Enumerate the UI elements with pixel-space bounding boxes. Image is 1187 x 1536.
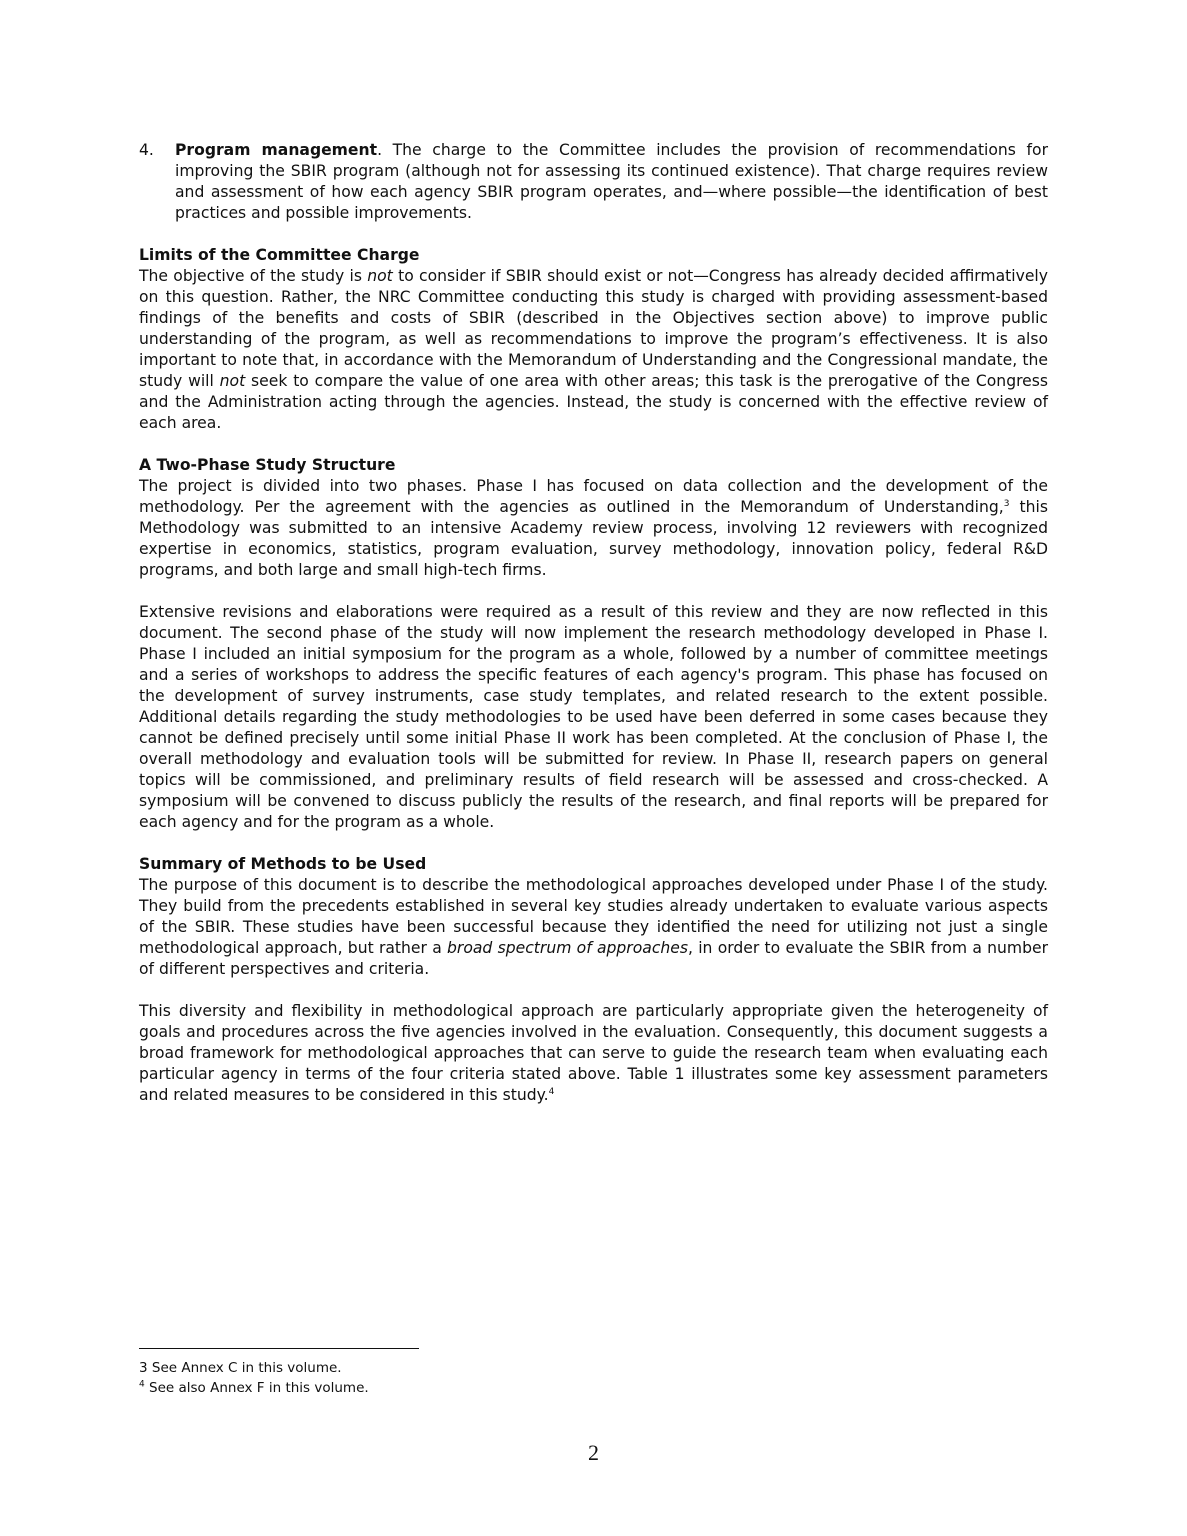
footnote-3: 3 See Annex C in this volume. (139, 1360, 342, 1376)
document-body (139, 140, 1048, 1127)
list-item-program-management (139, 140, 1048, 224)
footnote-ref-3[interactable]: 3 (1003, 498, 1010, 509)
heading-limits: Limits of the Committee Charge (139, 246, 420, 264)
section-limits (139, 245, 1048, 434)
section-two-phase-cont (139, 602, 1048, 833)
list-item-title: Program management (175, 141, 378, 159)
text-run: to consider if SBIR should exist or not—Congress has already decided affirmatively on this question. Rather, the NRC Committee conducting this study is charged with providing assessment-based findings of the benefits and costs of SBIR (described in the Objectives section above) to improve public understanding of the program, as well as recommendations to improve the program’s effectiveness. It is also important to note that, in accordance with the Memorandum of Understanding and the Congressional mandate, the study will (139, 267, 1048, 390)
footnote-ref-4[interactable]: 4 (548, 1086, 555, 1097)
paragraph-limits (139, 266, 1048, 434)
text-run: The objective of the study is (139, 267, 368, 285)
text-run: The purpose of this document is to describe the methodological approaches developed under Phase I of the study. They build from the precedents established in several key studies already undertaken to evaluate various aspects of the SBIR. These studies have been successful because they identified the need for utilizing not just a single methodological approach, but rather a (139, 876, 1048, 957)
emphasis-broad-spectrum: broad spectrum of approaches (447, 939, 688, 957)
list-item-text: The charge to the Committee includes the provision of recommendations for improving the SBIR program (although not for assessing its continued existence). That charge requires review and assessment of how each agency SBIR program operates, and—where possible—the identification of best practices and possible improvements. (175, 141, 1048, 222)
emphasis-not: not (219, 372, 246, 390)
text-run: this Methodology was submitted to an intensive Academy review process, involving 12 reviewers with recognized expertise in economics, statistics, program evaluation, survey methodology, innovation policy, federal R&D programs, and both large and small high-tech firms. (139, 498, 1048, 579)
heading-two-phase: A Two-Phase Study Structure (139, 456, 396, 474)
section-two-phase (139, 455, 1048, 581)
heading-summary: Summary of Methods to be Used (139, 855, 427, 873)
footnotes (139, 1358, 369, 1398)
section-summary-cont (139, 1001, 1048, 1106)
paragraph-two-phase-2: Extensive revisions and elaborations were required as a result of this review and they are now reflected in this document. The second phase of the study will now implement the research methodology developed in Phase I. Phase I included an initial symposium for the program as a whole, followed by a number of committee meetings and a series of workshops to address the specific features of each agency's program. This phase has focused on the development of survey instruments, case study templates, and related research to the extent possible. Additional details regarding the study methodologies to be used have been deferred in some cases because they cannot be defined precisely until some initial Phase II work has been completed. At the conclusion of Phase I, the overall methodology and evaluation tools will be submitted for review. In Phase II, research papers on general topics will be commissioned, and preliminary results of field research will be assessed and cross-checked. A symposium will be convened to discuss publicly the results of the research, and final reports will be prepared for each agency and for the program as a whole. (139, 603, 1048, 831)
footnote-mark-4: 4 (139, 1379, 145, 1390)
emphasis-not: not (367, 267, 393, 285)
text-run: , in order to evaluate the SBIR from a number of different perspectives and criteria. (139, 939, 1049, 978)
text-run: The project is divided into two phases. Phase I has focused on data collection and the development of the methodology. Per the agreement with the agencies as outlined in the Memorandum of Understanding, (139, 477, 1048, 516)
paragraph-two-phase-1 (139, 476, 1048, 581)
text-run: This diversity and flexibility in methodological approach are particularly appropriate given the heterogeneity of goals and procedures across the five agencies involved in the evaluation. Consequently, this document suggests a broad framework for methodological approaches that can serve to guide the research team when evaluating each particular agency in terms of the four criteria stated above. Table 1 illustrates some key assessment parameters and related measures to be considered in this study. (139, 1002, 1048, 1104)
footnote-divider (139, 1348, 419, 1349)
page-number: 2 (588, 1440, 599, 1465)
section-summary (139, 854, 1048, 980)
list-number: 4. (139, 141, 154, 159)
list-item-title-punct: . (377, 141, 383, 159)
footnote-4 (139, 1378, 369, 1398)
footnote-4-text: See also Annex F in this volume. (144, 1380, 369, 1396)
paragraph-summary-2 (139, 1001, 1048, 1106)
text-run: seek to compare the value of one area with other areas; this task is the prerogative of the Congress and the Administration acting through the agencies. Instead, the study is concerned with the effective review of each area. (139, 372, 1048, 432)
paragraph-summary-1 (139, 875, 1048, 980)
